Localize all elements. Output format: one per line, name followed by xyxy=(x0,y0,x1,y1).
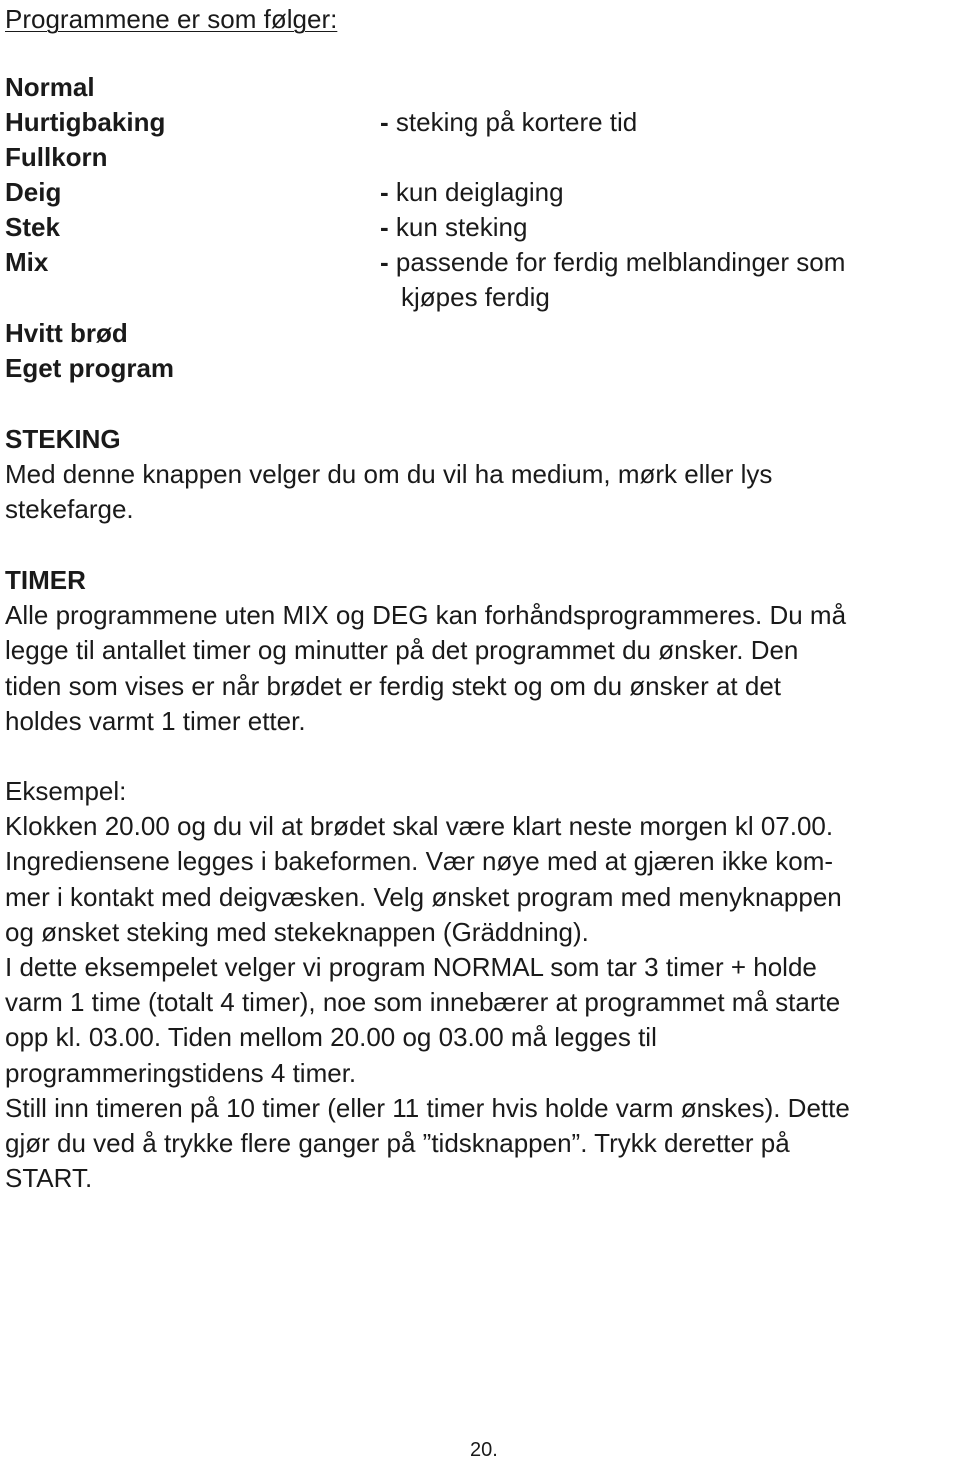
program-name: Stek xyxy=(5,212,60,242)
dash: - xyxy=(380,177,389,207)
program-description xyxy=(380,245,845,280)
program-name: Normal xyxy=(5,72,95,102)
program-description xyxy=(380,175,564,210)
program-description xyxy=(380,210,527,245)
paragraph-line: I dette eksempelet velger vi program NORMAL som tar 3 timer + holde xyxy=(5,952,817,983)
program-description-text: steking på kortere tid xyxy=(395,107,638,137)
paragraph-line: START. xyxy=(5,1163,93,1194)
paragraph-line: Alle programmene uten MIX og DEG kan forhåndsprogrammeres. Du må xyxy=(5,600,847,631)
program-name: Deig xyxy=(5,177,62,207)
program-row-mix xyxy=(5,245,957,280)
program-name: Hvitt brød xyxy=(5,318,128,348)
program-description-text: kun deiglaging xyxy=(395,177,564,207)
paragraph-line: programmeringstidens 4 timer. xyxy=(5,1057,357,1088)
program-row-hvitt-brod xyxy=(5,316,957,351)
paragraph-line: mer i kontakt med deigvæsken. Velg ønsket program med menyknappen xyxy=(5,881,842,912)
program-row-hurtigbaking xyxy=(5,105,957,140)
section-heading-timer: TIMER xyxy=(5,565,86,595)
paragraph-line: Klokken 20.00 og du vil at brødet skal være klart neste morgen kl 07.00. xyxy=(5,811,834,842)
program-name: Mix xyxy=(5,247,49,277)
dash: - xyxy=(380,247,389,277)
paragraph-line: varm 1 time (totalt 4 timer), noe som innebærer at programmet må starte xyxy=(5,987,841,1018)
program-description xyxy=(380,105,637,140)
program-name: Eget program xyxy=(5,353,175,383)
paragraph-line: holdes varmt 1 timer etter. xyxy=(5,705,306,736)
paragraph-line: opp kl. 03.00. Tiden mellom 20.00 og 03.00 må legges til xyxy=(5,1022,657,1053)
program-description-continuation: kjøpes ferdig xyxy=(401,282,550,312)
program-row-deig xyxy=(5,175,957,210)
program-description-text: passende for ferdig melblandinger som xyxy=(395,247,846,277)
program-row-stek xyxy=(5,210,957,245)
programs-intro: Programmene er som følger: xyxy=(5,4,338,34)
dash: - xyxy=(380,212,389,242)
program-description-text: kun steking xyxy=(395,212,528,242)
paragraph-line: Ingrediensene legges i bakeformen. Vær nøye med at gjæren ikke kom- xyxy=(5,846,834,877)
timer-section xyxy=(5,563,957,739)
example-section xyxy=(5,774,957,1196)
program-row-fullkorn xyxy=(5,140,957,175)
dash: - xyxy=(380,107,389,137)
paragraph-line: legge til antallet timer og minutter på det programmet du ønsker. Den xyxy=(5,635,799,666)
program-row-eget-program xyxy=(5,351,957,386)
paragraph-line: Still inn timeren på 10 timer (eller 11 timer hvis holde varm ønskes). Dette xyxy=(5,1092,850,1123)
program-name: Fullkorn xyxy=(5,142,108,172)
paragraph-line: tiden som vises er når brødet er ferdig stekt og om du ønsker at det xyxy=(5,670,782,701)
paragraph-line: og ønsket steking med stekeknappen (Gräddning). xyxy=(5,916,589,947)
page-number: 20. xyxy=(470,1439,498,1461)
program-name: Hurtigbaking xyxy=(5,107,166,137)
program-row-normal xyxy=(5,70,957,105)
steking-section xyxy=(5,422,957,528)
example-label: Eksempel: xyxy=(5,776,127,806)
paragraph-line: stekefarge. xyxy=(5,494,134,525)
paragraph-line: Med denne knappen velger du om du vil ha medium, mørk eller lys xyxy=(5,459,773,490)
section-heading-steking: STEKING xyxy=(5,424,121,454)
paragraph-line: gjør du ved å trykke flere ganger på ”tidsknappen”. Trykk deretter på xyxy=(5,1128,790,1159)
